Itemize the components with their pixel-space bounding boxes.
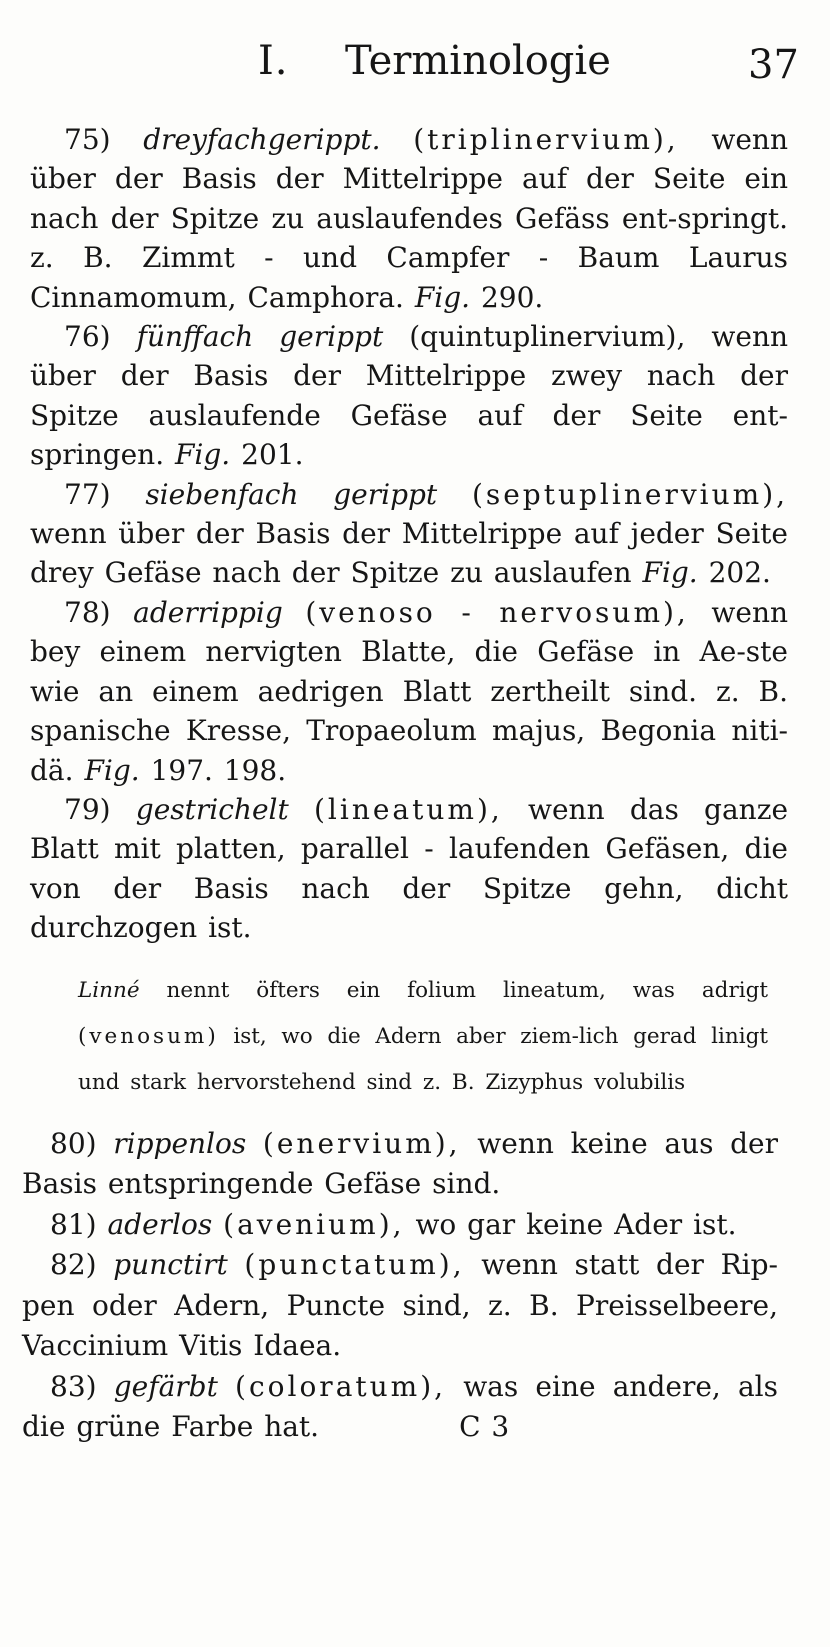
note-author: Linné [78, 977, 140, 1003]
entry-75 [0, 120, 830, 317]
page-body [0, 120, 830, 1448]
entry-number: 75) [64, 123, 111, 156]
entry-78 [0, 593, 830, 790]
entry-term: siebenfach gerippt [145, 477, 438, 511]
entry-latin: (triplinervium), [413, 123, 679, 156]
entry-80 [0, 1124, 830, 1205]
entry-latin: (venoso - nervosum), [305, 595, 689, 629]
entry-text: wenn über der Basis der Mittelrippe zwey nach der Spitze auslaufende Gefäse auf der Seite ent-springen. [30, 320, 789, 472]
fig-label: Fig. [414, 280, 471, 314]
page-number: 37 [748, 42, 799, 88]
entry-term: aderrippig [133, 595, 283, 629]
fig-number: 290. [480, 280, 544, 314]
entry-number: 83) [50, 1369, 97, 1403]
entry-text: wo gar keine Ader ist. [415, 1207, 737, 1241]
entry-term: punctirt [113, 1248, 228, 1282]
entry-term: fünffach gerippt [136, 320, 384, 354]
header-title: Terminologie [345, 38, 611, 84]
entry-text: was eine andere, als die grüne Farbe hat. [22, 1369, 778, 1444]
entry-83 [0, 1367, 830, 1448]
entry-term: gefärbt [113, 1369, 218, 1403]
entry-number: 76) [64, 320, 111, 354]
entry-latin: (punctatum), [244, 1248, 465, 1282]
entry-number: 82) [50, 1248, 97, 1282]
fig-number: 201. [241, 438, 304, 472]
note-latin: (venosum) [78, 1023, 219, 1049]
note-text-2: ist, wo die Adern aber ziem-lich gerad linigt und stark hervorstehend sind z. B. Zizyphus volubilis [78, 1023, 768, 1095]
entry-text: wenn das ganze Blatt mit platten, parallel - laufenden Gefäsen, die von der Basis nach der Spitze gehn, dicht durchzogen ist. [30, 792, 789, 945]
entry-text: wenn bey einem nervigten Blatte, die Gefäse in Ae-ste wie an einem aedrigen Blatt zertheilt sind. z. B. spanische Kresse, Tropaeolum majus, Begonia niti-dä. [30, 595, 789, 787]
entry-81 [0, 1205, 830, 1246]
fig-number: 197. 198. [150, 753, 287, 787]
entry-latin: (coloratum), [235, 1369, 447, 1403]
entry-number: 77) [64, 477, 111, 511]
entry-number: 79) [64, 792, 111, 826]
fig-number: 202. [708, 556, 771, 590]
entry-latin: (enervium), [262, 1126, 461, 1160]
fig-label: Fig. [175, 438, 231, 472]
entry-82 [0, 1245, 830, 1367]
entry-79 [0, 790, 830, 948]
section-number: I. [258, 38, 289, 84]
note-text [78, 968, 768, 1106]
running-header [0, 38, 830, 98]
signature-mark: C 3 [459, 1410, 510, 1444]
entries-list [0, 120, 830, 948]
entry-number: 81) [50, 1207, 97, 1241]
fig-label: Fig. [84, 753, 140, 787]
entry-number: 78) [64, 595, 111, 629]
entry-text: wenn statt der Rip-pen oder Adern, Puncte sind, z. B. Preisselbeere, Vaccinium Vitis Idaea. [22, 1248, 779, 1363]
entries-list-continued [0, 1124, 830, 1448]
entry-text: wenn über der Basis der Mittelrippe auf jeder Seite drey Gefäse nach der Spitze zu auslaufen [30, 517, 788, 590]
entry-term: rippenlos [113, 1126, 247, 1160]
entry-term: dreyfachgerippt. [143, 123, 381, 156]
entry-latin: (avenium), [223, 1207, 405, 1241]
note-text-1: nennt öfters ein folium lineatum, was adrigt [166, 977, 769, 1003]
fig-label: Fig. [642, 556, 698, 590]
entry-latin: (septuplinervium), [471, 477, 789, 511]
entry-77 [0, 475, 830, 593]
footnote-block [0, 968, 830, 1106]
entry-text: wenn über der Basis der Mittelrippe auf der Seite ein nach der Spitze zu auslaufendes Gefäss ent-springt. z. B. Zimmt - und Campfer - Baum Laurus Cinnamomum, Camphora. [30, 123, 788, 314]
entry-number: 80) [50, 1126, 97, 1160]
entry-latin: (quintuplinervium), [409, 320, 686, 354]
entry-latin: (lineatum), [313, 792, 503, 826]
entry-text: wenn keine aus der Basis entspringende Gefäse sind. [22, 1126, 778, 1201]
entry-term: aderlos [107, 1207, 213, 1241]
entry-76 [0, 317, 830, 475]
entry-term: gestrichelt [135, 792, 289, 826]
